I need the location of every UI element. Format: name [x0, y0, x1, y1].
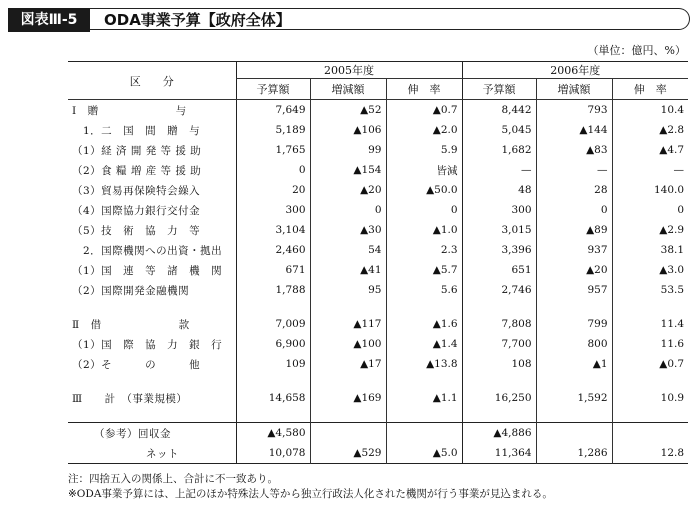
- cell: ▲1: [536, 354, 612, 374]
- cell: 799: [536, 314, 612, 334]
- cell: 0: [236, 160, 310, 180]
- cell: 48: [462, 180, 536, 200]
- cell: 793: [536, 100, 612, 121]
- table-row: [68, 280, 688, 300]
- cell: ▲41: [310, 260, 386, 280]
- cell: 108: [462, 354, 536, 374]
- row-label: Ⅰ 贈 与: [72, 104, 187, 117]
- cell: 8,442: [462, 100, 536, 121]
- spacer-row: [68, 374, 688, 388]
- cell: 957: [536, 280, 612, 300]
- header-category: 区 分: [68, 62, 236, 100]
- cell: ▲30: [310, 220, 386, 240]
- cell: ▲1.6: [386, 314, 462, 334]
- cell: 109: [236, 354, 310, 374]
- cell: 1,765: [236, 140, 310, 160]
- cell: —: [612, 160, 688, 180]
- cell: ▲50.0: [386, 180, 462, 200]
- cell: 11,364: [462, 443, 536, 464]
- header-rate-2006: 伸 率: [612, 79, 688, 100]
- table-row: [68, 200, 688, 220]
- cell: 0: [386, 200, 462, 220]
- cell: 7,009: [236, 314, 310, 334]
- cell: 671: [236, 260, 310, 280]
- cell: 6,900: [236, 334, 310, 354]
- cell: 800: [536, 334, 612, 354]
- row-label: 1．二 国 間 贈 与: [72, 124, 201, 137]
- cell: 5.6: [386, 280, 462, 300]
- cell: 0: [536, 200, 612, 220]
- cell: ▲100: [310, 334, 386, 354]
- cell: 300: [236, 200, 310, 220]
- cell: —: [462, 160, 536, 180]
- oda-budget-table: [68, 61, 688, 464]
- header-2005: 2005年度: [236, 62, 462, 79]
- cell: 53.5: [612, 280, 688, 300]
- cell: 11.4: [612, 314, 688, 334]
- cell: ▲4.7: [612, 140, 688, 160]
- footnote: ※ODA事業予算には、上記のほか特殊法人等から独立行政法人化された機関が行う事業が見込まれる。: [68, 488, 553, 500]
- footnotes: [68, 472, 553, 502]
- table-row: [68, 240, 688, 260]
- cell: 5,045: [462, 120, 536, 140]
- cell: 0: [612, 200, 688, 220]
- table-row: [68, 220, 688, 240]
- cell: ▲1.4: [386, 334, 462, 354]
- cell: ▲13.8: [386, 354, 462, 374]
- cell: 0: [310, 200, 386, 220]
- row-label: （1）国 際 協 力 銀 行: [72, 338, 223, 351]
- table-row: [68, 140, 688, 160]
- row-label: （2）食 糧 増 産 等 援 助: [72, 164, 202, 177]
- row-label: （1）国 連 等 諸 機 関: [72, 264, 223, 277]
- header-rate-2005: 伸 率: [386, 79, 462, 100]
- cell: 937: [536, 240, 612, 260]
- cell: —: [536, 160, 612, 180]
- cell: 3,104: [236, 220, 310, 240]
- cell: 10,078: [236, 443, 310, 464]
- cell: ▲89: [536, 220, 612, 240]
- row-label: Ⅱ 借 款: [72, 318, 190, 331]
- row-label: （4）国際協力銀行交付金: [72, 204, 201, 217]
- table-row: [68, 100, 688, 121]
- cell: 95: [310, 280, 386, 300]
- spacer-row: [68, 300, 688, 314]
- header-2006: 2006年度: [462, 62, 688, 79]
- cell: ▲5.7: [386, 260, 462, 280]
- cell: ▲2.9: [612, 220, 688, 240]
- cell: 16,250: [462, 388, 536, 408]
- table-row: [68, 334, 688, 354]
- header-change-2006: 増減額: [536, 79, 612, 100]
- cell: ▲169: [310, 388, 386, 408]
- table-row: [68, 314, 688, 334]
- cell: ▲2.0: [386, 120, 462, 140]
- figure-title: ODA事業予算【政府全体】: [90, 8, 690, 30]
- footnote: 注：四捨五入の関係上、合計に不一致あり。: [68, 473, 278, 485]
- cell: ▲154: [310, 160, 386, 180]
- cell: 7,700: [462, 334, 536, 354]
- cell: 12.8: [612, 443, 688, 464]
- cell: 20: [236, 180, 310, 200]
- row-label: 2．国際機関への出資・拠出: [72, 244, 223, 257]
- cell: 38.1: [612, 240, 688, 260]
- header-change-2005: 増減額: [310, 79, 386, 100]
- reference-label: （参考）回収金: [94, 427, 171, 440]
- cell: 1,286: [536, 443, 612, 464]
- cell: 140.0: [612, 180, 688, 200]
- figure-number: 図表Ⅲ-5: [8, 8, 90, 32]
- total-row: [68, 388, 688, 408]
- unit-label: （単位：億円、%）: [587, 44, 686, 57]
- cell: 3,015: [462, 220, 536, 240]
- cell: 5,189: [236, 120, 310, 140]
- cell: ▲17: [310, 354, 386, 374]
- table-row: [68, 120, 688, 140]
- cell: 2.3: [386, 240, 462, 260]
- cell: ▲1.0: [386, 220, 462, 240]
- row-label: （2）そ の 他: [72, 358, 201, 371]
- net-row: [68, 443, 688, 464]
- cell: ▲144: [536, 120, 612, 140]
- cell: 3,396: [462, 240, 536, 260]
- row-label: Ⅲ 計 （事業規模）: [72, 392, 188, 405]
- cell: 2,460: [236, 240, 310, 260]
- table-row: [68, 180, 688, 200]
- cell: ▲2.8: [612, 120, 688, 140]
- net-label: ネット: [146, 447, 179, 460]
- cell: 2,746: [462, 280, 536, 300]
- cell: 7,808: [462, 314, 536, 334]
- cell: 54: [310, 240, 386, 260]
- row-label: （1）経 済 開 発 等 援 助: [72, 144, 202, 157]
- cell: 7,649: [236, 100, 310, 121]
- cell: ▲117: [310, 314, 386, 334]
- cell: 28: [536, 180, 612, 200]
- cell: 14,658: [236, 388, 310, 408]
- table-row: [68, 354, 688, 374]
- cell: 1,788: [236, 280, 310, 300]
- header-budget-2006: 予算額: [462, 79, 536, 100]
- reference-row: [68, 423, 688, 444]
- cell: ▲106: [310, 120, 386, 140]
- cell: ▲20: [536, 260, 612, 280]
- cell: 5.9: [386, 140, 462, 160]
- table-row: [68, 260, 688, 280]
- table-row: [68, 160, 688, 180]
- cell: ▲0.7: [612, 354, 688, 374]
- cell: ▲1.1: [386, 388, 462, 408]
- cell: ▲83: [536, 140, 612, 160]
- row-label: （5）技 術 協 力 等: [72, 224, 201, 237]
- row-label: （3）貿易再保険特会繰入: [72, 184, 201, 197]
- header-budget-2005: 予算額: [236, 79, 310, 100]
- cell: 1,592: [536, 388, 612, 408]
- row-label: （2）国際開発金融機関: [72, 284, 190, 297]
- spacer-row: [68, 408, 688, 423]
- cell: 11.6: [612, 334, 688, 354]
- cell: 10.9: [612, 388, 688, 408]
- cell: ▲4,580: [236, 423, 310, 444]
- cell: ▲4,886: [462, 423, 536, 444]
- cell: 99: [310, 140, 386, 160]
- cell: ▲52: [310, 100, 386, 121]
- cell: ▲0.7: [386, 100, 462, 121]
- cell: 10.4: [612, 100, 688, 121]
- cell: ▲3.0: [612, 260, 688, 280]
- cell: ▲529: [310, 443, 386, 464]
- cell: 1,682: [462, 140, 536, 160]
- cell: 皆減: [386, 160, 462, 180]
- cell: ▲5.0: [386, 443, 462, 464]
- cell: ▲20: [310, 180, 386, 200]
- cell: 300: [462, 200, 536, 220]
- figure-header: [8, 8, 692, 32]
- cell: 651: [462, 260, 536, 280]
